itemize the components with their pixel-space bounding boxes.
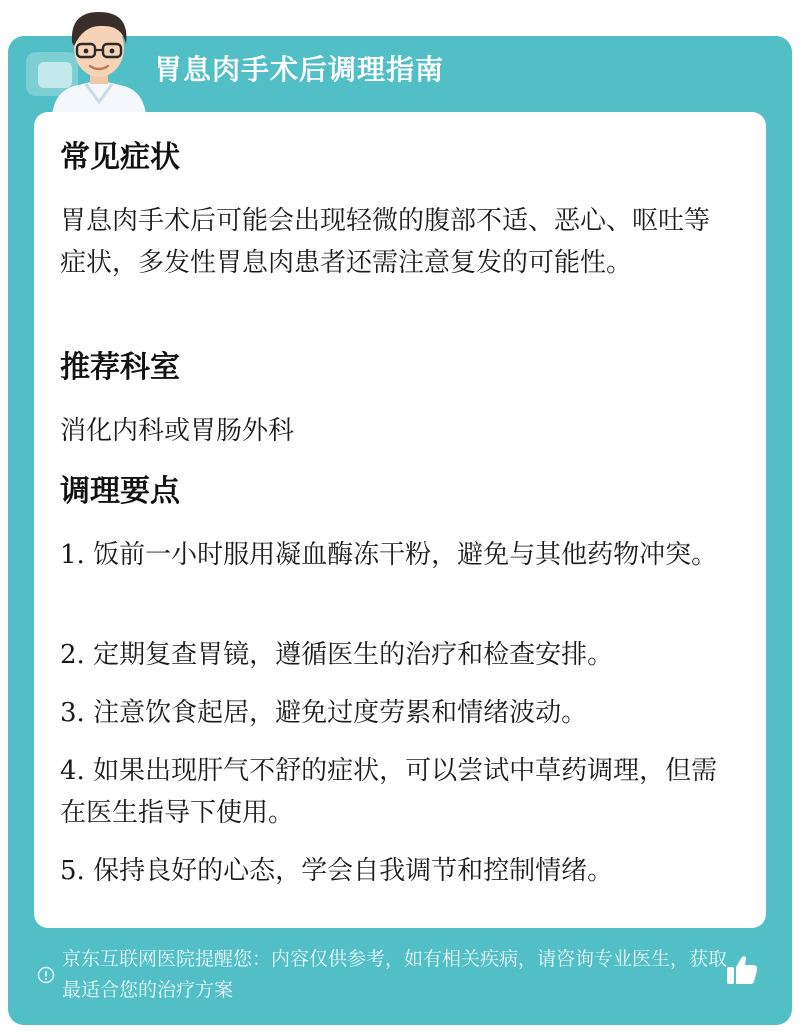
doctor-avatar: [44, 4, 154, 116]
list-item-text: 如果出现肝气不舒的症状，可以尝试中草药调理，但需在医生指导下使用。: [60, 756, 718, 828]
list-item: [60, 692, 730, 734]
symptoms-text: 胃息肉手术后可能会出现轻微的腹部不适、恶心、呕吐等症状，多发性胃息肉患者还需注意复发的可能性。: [60, 206, 711, 278]
list-item-text: 饭前一小时服用凝血酶冻干粉，避免与其他药物冲突。: [93, 540, 718, 570]
list-item-number: 3.: [60, 698, 85, 728]
info-icon: [37, 966, 55, 984]
disclaimer-text: 京东互联网医院提醒您：内容仅供参考，如有相关疾病，请咨询专业医生，获取最适合您的治疗方案: [62, 948, 728, 1001]
list-item-text: 定期复查胃镜，遵循医生的治疗和检查安排。: [93, 640, 614, 670]
list-item-text: 保持良好的心态，学会自我调节和控制情绪。: [93, 856, 614, 886]
thumbs-up-icon[interactable]: [724, 952, 760, 988]
department-text: 消化内科或胃肠外科: [60, 416, 295, 446]
list-item: [60, 534, 730, 576]
list-item-number: 2.: [60, 640, 85, 670]
list-item: [60, 850, 730, 892]
list-item-text: 注意饮食起居，避免过度劳累和情绪波动。: [93, 698, 588, 728]
list-item-number: 5.: [60, 856, 85, 886]
list-item-number: 4.: [60, 756, 85, 786]
page-title: 胃息肉手术后调理指南: [154, 53, 445, 86]
list-item: [60, 634, 730, 676]
section-heading-symptoms: 常见症状: [60, 140, 180, 175]
list-item: [60, 750, 730, 834]
section-heading-department: 推荐科室: [60, 350, 180, 385]
section-heading-care-points: 调理要点: [60, 474, 180, 509]
list-item-number: 1.: [60, 540, 85, 570]
